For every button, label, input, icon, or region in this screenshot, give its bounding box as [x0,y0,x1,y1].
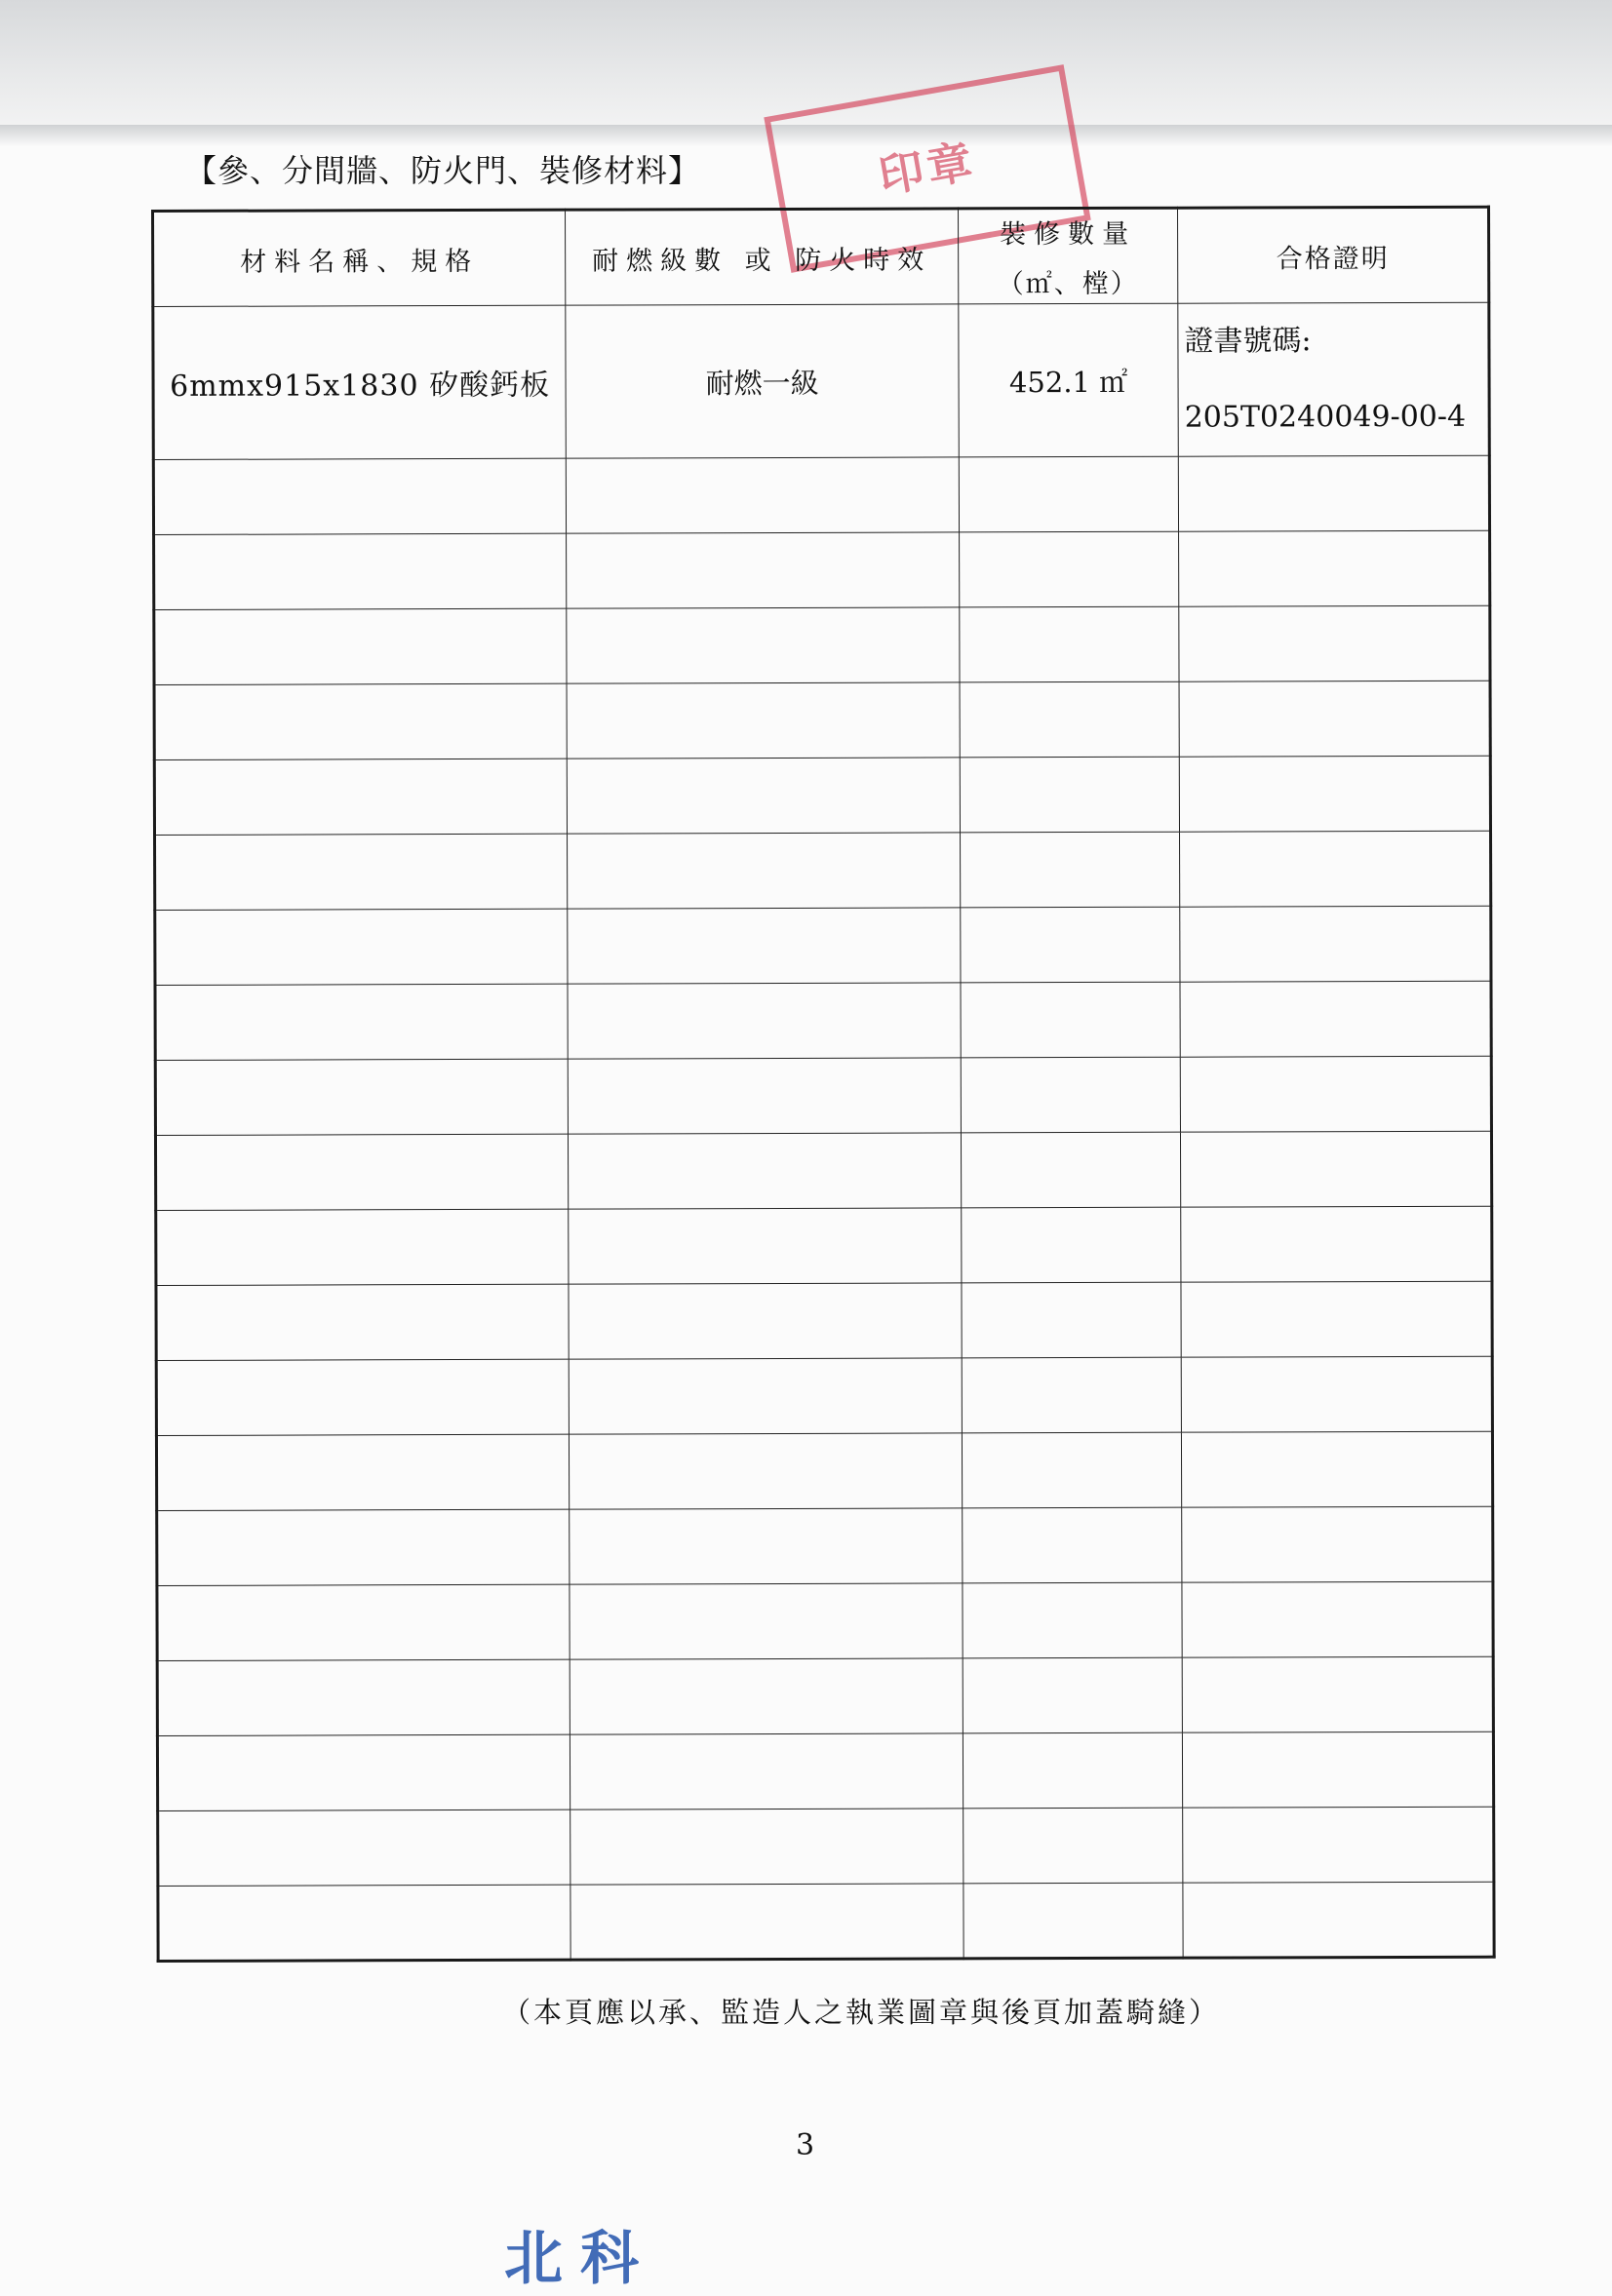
cell-material-name [158,1810,570,1886]
cell-quantity [963,1657,1182,1733]
footer-note: （本頁應以承、監造人之執業圖章與後頁加蓋騎縫） [502,1996,1221,2029]
cell-material-name [155,1059,568,1135]
cell-certificate [1179,530,1490,606]
cell-certificate [1180,1131,1491,1207]
table-row-blank [157,1581,1493,1660]
cell-fire-rating [567,532,960,608]
table-row-blank [156,1431,1492,1510]
materials-table [151,206,1496,1963]
cell-quantity [961,982,1180,1058]
header-material-name: 材料名稱、規格 [153,210,566,306]
cell-fire-rating [568,1058,961,1134]
cell-fire-rating [569,1283,962,1359]
table-row-blank [154,605,1490,684]
cell-certificate [1183,1807,1494,1883]
cell-quantity [962,1207,1181,1283]
section-title: 【參、分間牆、防火門、裝修材料】 [185,152,701,189]
cell-quantity [963,1582,1182,1658]
cell-material-name [156,1284,569,1360]
cell-material-name [154,759,567,835]
cell-quantity [963,1883,1183,1959]
cell-certificate [1179,681,1490,757]
table-row-blank [156,1206,1492,1285]
cell-certificate [1180,1056,1491,1132]
cell-certificate [1180,831,1491,907]
table-row-blank [154,756,1490,835]
table-row-blank [154,530,1490,609]
cell-material-name [154,683,567,759]
cell-quantity: 452.1 ㎡ [959,303,1178,457]
cell-quantity [959,456,1178,532]
header-fire-rating: 耐燃級數 或 防火時效 [566,209,959,305]
cell-quantity [961,832,1180,908]
cell-quantity [960,757,1179,833]
cell-quantity [961,907,1180,983]
cell-quantity [961,1132,1180,1208]
cell-fire-rating [568,908,961,984]
table-row-blank [155,906,1491,985]
cell-fire-rating [567,758,960,834]
table-row-blank [154,681,1490,759]
cell-material-name: 6mmx915x1830 矽酸鈣板 [153,305,566,459]
cell-certificate [1178,302,1489,456]
cell-fire-rating [570,1884,963,1960]
certificate-label: 證書號碼: [1184,324,1312,359]
cell-fire-rating: 耐燃一級 [566,304,959,458]
cell-fire-rating [569,1433,962,1509]
cell-fire-rating [570,1583,963,1659]
cell-certificate [1179,605,1490,681]
cell-material-name [154,533,567,609]
header-quantity [959,208,1178,304]
cell-quantity [962,1432,1181,1508]
red-professional-stamp: 印章 [764,64,1090,273]
cell-fire-rating [567,682,960,759]
cell-certificate [1182,1732,1493,1808]
header-quantity-line1: 裝修數量 [1000,218,1137,251]
table-row-blank [155,1056,1491,1135]
cell-quantity [963,1732,1182,1809]
table-row-blank [153,455,1489,534]
cell-certificate [1182,1581,1493,1657]
cell-material-name [155,1134,568,1210]
cell-quantity [960,531,1179,607]
cell-fire-rating [568,833,961,909]
cell-fire-rating [569,1208,962,1284]
cell-fire-rating [569,1358,962,1434]
table-row-blank [157,1732,1493,1810]
cell-certificate [1181,1281,1492,1357]
cell-certificate [1178,455,1489,531]
school-seal-logo: 北科 [504,2225,656,2293]
cell-fire-rating [568,1133,961,1209]
cell-certificate [1182,1506,1493,1582]
cell-fire-rating [570,1809,963,1885]
table-row-blank [155,981,1491,1060]
table-row-blank [156,1356,1492,1435]
cell-certificate [1181,1431,1492,1507]
cell-fire-rating [570,1733,963,1810]
cell-material-name [156,1359,569,1435]
cell-quantity [962,1282,1181,1358]
table-row-blank [158,1882,1494,1961]
cell-fire-rating [568,983,961,1059]
table-row [153,302,1489,459]
cell-quantity [960,681,1179,758]
cell-certificate [1181,1206,1492,1282]
header-quantity-line2: （㎡、樘） [997,268,1139,300]
cell-material-name [157,1509,570,1585]
cell-material-name [154,608,567,684]
table-header-row [153,207,1489,306]
cell-fire-rating [570,1658,963,1734]
cell-certificate [1183,1882,1494,1958]
cell-certificate [1182,1656,1493,1732]
cell-material-name [157,1734,570,1810]
table-row-blank [157,1656,1493,1735]
cell-material-name [155,834,568,910]
cell-quantity [963,1808,1183,1884]
cell-quantity [961,1057,1180,1133]
header-certificate: 合格證明 [1177,207,1488,303]
table-row-blank [157,1506,1493,1585]
cell-quantity [963,1507,1182,1583]
cell-material-name [155,984,568,1060]
cell-quantity [962,1357,1181,1433]
cell-certificate [1180,906,1491,982]
page-number: 3 [796,2128,815,2162]
cell-fire-rating [566,457,959,533]
cell-material-name [156,1209,569,1285]
cell-material-name [157,1584,570,1660]
cell-fire-rating [570,1508,963,1584]
cell-certificate [1181,1356,1492,1432]
cell-material-name [155,909,568,985]
cell-fire-rating [567,607,960,683]
cell-certificate [1180,981,1491,1057]
cell-material-name [156,1434,569,1510]
table-row-blank [155,1131,1491,1210]
table-row-blank [158,1807,1494,1886]
table-row-blank [155,831,1491,910]
table-row-blank [156,1281,1492,1360]
cell-material-name [158,1885,570,1961]
cell-quantity [960,606,1179,682]
cell-material-name [157,1659,570,1735]
cell-material-name [153,458,566,534]
cell-certificate [1179,756,1490,832]
certificate-number: 205T0240049-00-4 [1184,399,1467,435]
